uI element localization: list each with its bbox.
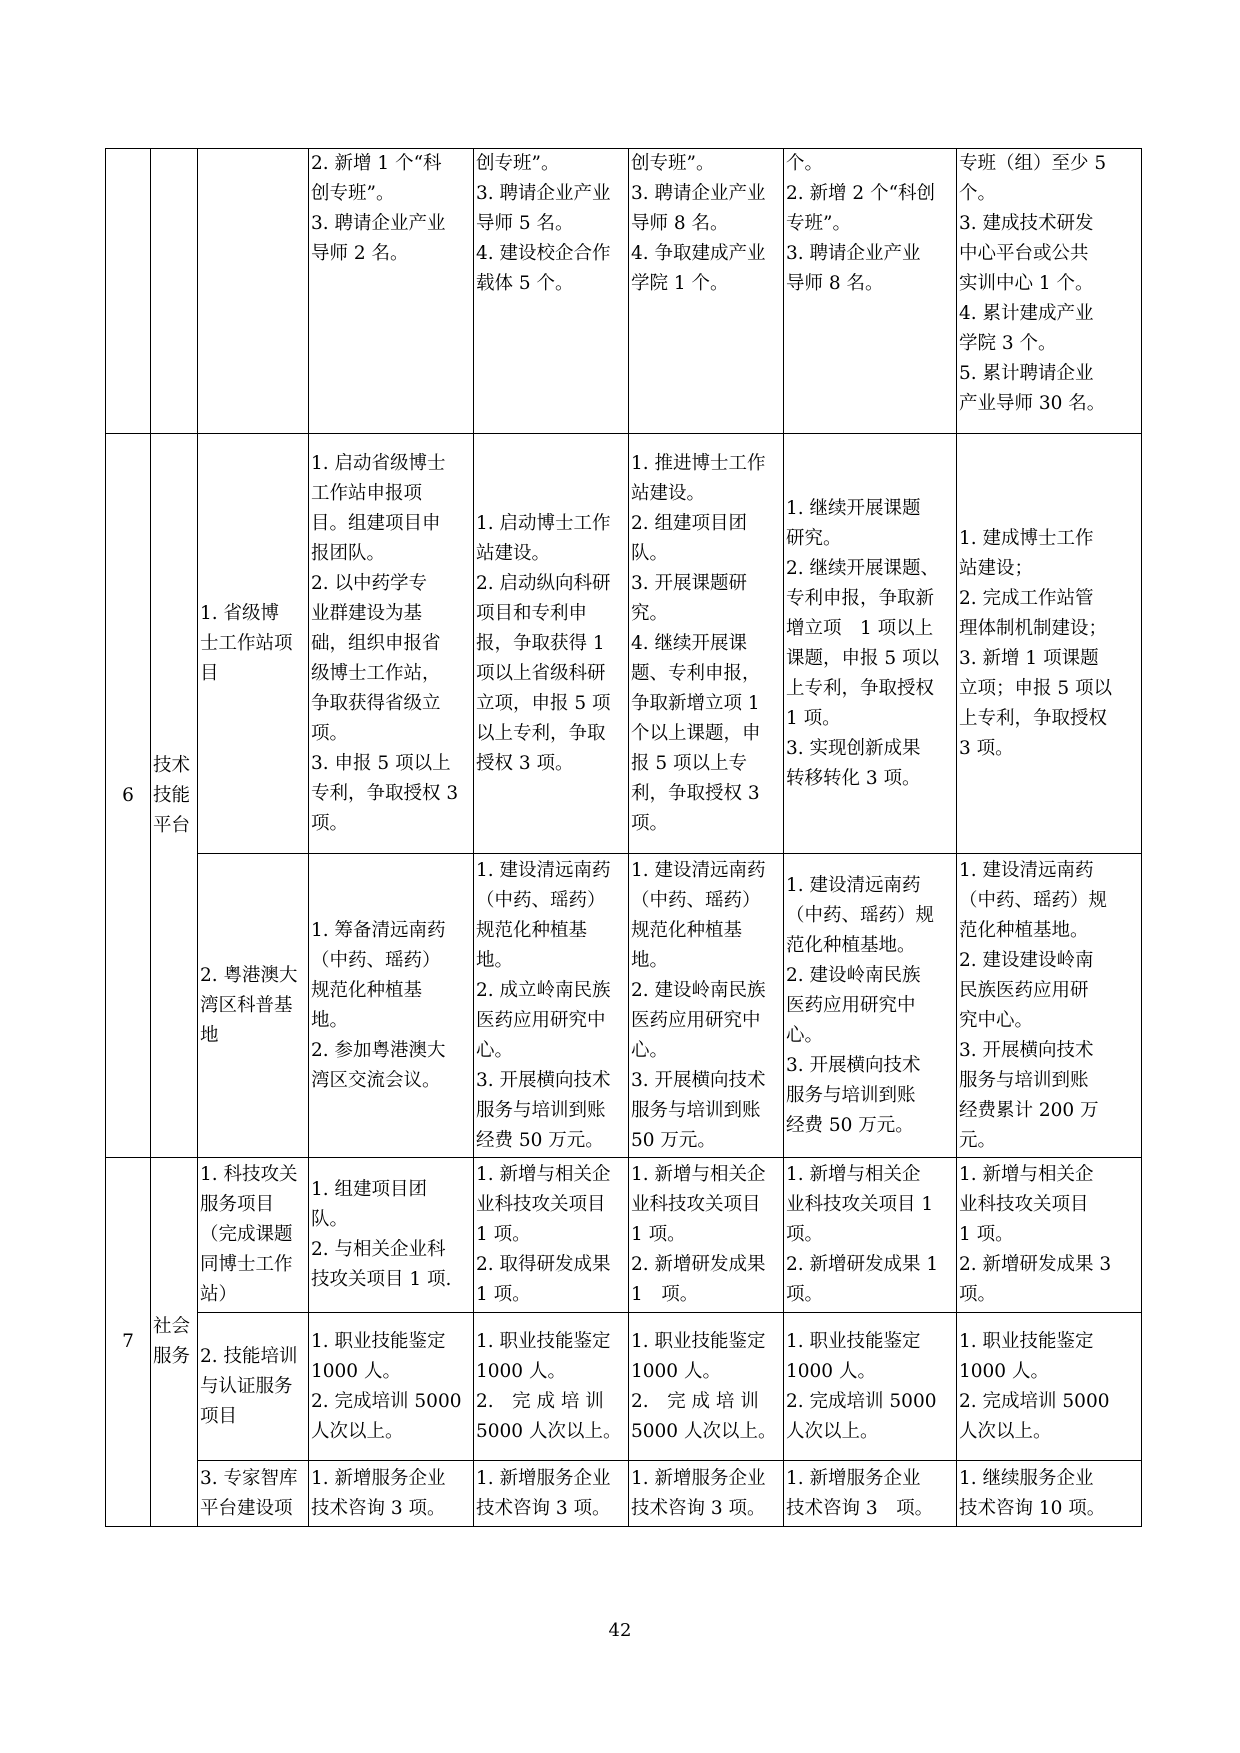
cell-line: 理体制机制建设；	[959, 617, 1108, 639]
table-row	[106, 1158, 1142, 1313]
cell-line: 2. 建设岭南民族	[631, 979, 766, 1001]
cell-line: 1. 职业技能鉴定	[959, 1330, 1094, 1352]
stage-cell	[629, 1313, 784, 1461]
cell-line: 3. 聘请企业产业	[311, 213, 446, 234]
cell-line: 项目	[200, 1405, 238, 1427]
cell-line: 1 项。	[786, 707, 841, 729]
cell-line: 平台	[153, 814, 191, 836]
cell-line: 专利，争取授权 3	[311, 782, 459, 804]
stage-cell	[474, 1313, 629, 1461]
stage-cell	[629, 1461, 784, 1527]
cell-line: 载体 5 个。	[476, 273, 574, 294]
cell-line: 1. 启动省级博士	[311, 452, 446, 474]
stage-cell	[309, 434, 474, 854]
plan-table	[105, 148, 1142, 1527]
stage-cell	[957, 854, 1142, 1158]
cell-line: 1. 新增与相关企	[786, 1164, 921, 1185]
stage-cell	[784, 854, 957, 1158]
stage-cell	[474, 1158, 629, 1313]
cell-line: 3. 实现创新成果	[786, 737, 921, 759]
cell-line: 1. 建设清远南药	[631, 859, 766, 881]
cell-line: 创专班”。	[476, 153, 560, 174]
cell-line: 导师 2 名。	[311, 243, 409, 264]
table-row	[106, 1313, 1142, 1461]
cell-line: （中药、瑶药）规	[786, 904, 935, 926]
cell-line: 项。	[786, 1224, 824, 1245]
cell-line: 经费累计 200 万	[959, 1099, 1099, 1121]
cell-line: 业科技攻关项目	[631, 1194, 761, 1215]
cell-line: 3. 开展横向技术	[476, 1069, 611, 1091]
item-cell	[198, 1461, 309, 1527]
category-cell	[151, 1158, 198, 1527]
cell-line: 人次以上。	[786, 1420, 879, 1442]
cell-line: 个。	[959, 183, 997, 204]
cell-line: 创专班”。	[631, 153, 715, 174]
cell-line: 2. 新增研发成果 1	[786, 1254, 939, 1275]
cell-line: 规范化种植基	[631, 919, 743, 941]
cell-line: 1 项。	[631, 1224, 686, 1245]
cell-line: 转移转化 3 项。	[786, 767, 921, 789]
cell-line: 1000 人。	[311, 1360, 401, 1382]
cell-line: 1. 建设清远南药	[786, 874, 921, 896]
cell-line: 站）	[200, 1284, 238, 1305]
table-row	[106, 434, 1142, 854]
cell-line: 服务与培训到账	[959, 1069, 1089, 1091]
stage-cell	[474, 149, 629, 434]
cell-line: 地。	[476, 949, 514, 971]
cell-line: 上专利，争取授权	[786, 677, 935, 699]
cell-line: 项目和专利申	[476, 602, 588, 624]
cell-line: 1 项。	[476, 1284, 531, 1305]
cell-line: 站建设。	[631, 482, 706, 504]
cell-line: 1. 新增与相关企	[959, 1164, 1094, 1185]
stage-cell	[629, 149, 784, 434]
cell-line: 创专班”。	[311, 183, 395, 204]
stage-cell	[474, 434, 629, 854]
cell-line: 1. 科技攻关	[200, 1164, 298, 1185]
cell-line: 2. 与相关企业科	[311, 1239, 446, 1260]
cell-line: 2. 技能培训	[200, 1345, 298, 1367]
stage-cell	[474, 854, 629, 1158]
cell-line: 4. 建设校企合作	[476, 243, 611, 264]
stage-cell	[957, 1158, 1142, 1313]
cell-line: 导师 5 名。	[476, 213, 574, 234]
cell-line: 2. 继续开展课题、	[786, 557, 940, 579]
stage-cell	[309, 1158, 474, 1313]
cell-line: 授权 3 项。	[476, 752, 574, 774]
cell-line: 医药应用研究中	[631, 1009, 761, 1031]
cell-line: 地。	[311, 1009, 349, 1031]
item-cell	[198, 854, 309, 1158]
cell-line: 业科技攻关项目	[476, 1194, 606, 1215]
cell-line: （中药、瑶药）	[631, 889, 761, 911]
cell-line: 1. 筹备清远南药	[311, 919, 446, 941]
cell-line: 1 项。	[476, 1224, 531, 1245]
cell-line: 技术咨询 3 项。	[631, 1497, 766, 1519]
stage-cell	[474, 1461, 629, 1527]
cell-line: 2. 成立岭南民族	[476, 979, 611, 1001]
cell-line: 技术咨询 3 项。	[786, 1497, 934, 1519]
cell-line: 3 项。	[959, 737, 1014, 759]
cell-line: 3. 聘请企业产业	[631, 183, 766, 204]
cell-line: 5. 累计聘请企业	[959, 363, 1094, 384]
cell-line: 个以上课题，申	[631, 722, 761, 744]
cell-line: 1. 继续开展课题	[786, 497, 921, 519]
cell-line: 以上专利，争取	[476, 722, 606, 744]
cell-line: 1. 新增与相关企	[476, 1164, 611, 1185]
cell-line: 心。	[786, 1024, 824, 1046]
cell-line: 2. 新增研发成果 3	[959, 1254, 1112, 1275]
stage-cell	[309, 854, 474, 1158]
cell-line: 2. 完成培训 5000	[786, 1390, 937, 1412]
cell-line: 1. 建设清远南药	[476, 859, 611, 881]
stage-cell	[957, 434, 1142, 854]
cell-line: 1. 新增服务企业	[311, 1467, 446, 1489]
cell-line: 人次以上。	[311, 1420, 404, 1442]
cell-line: 专班（组）至少 5	[959, 153, 1107, 174]
cell-line: 2. 完成培训 5000	[959, 1390, 1110, 1412]
cell-line: 地。	[631, 949, 669, 971]
cell-line: 3. 开展课题研	[631, 572, 748, 594]
stage-cell	[784, 1313, 957, 1461]
cell-line: 3. 开展横向技术	[631, 1069, 766, 1091]
cell-line: 元。	[959, 1129, 997, 1151]
cell-line: 业群建设为基	[311, 602, 423, 624]
cell-line: 究中心。	[959, 1009, 1034, 1031]
cell-line: 2. 新增 1 个“科	[311, 153, 442, 174]
cell-line: 1. 职业技能鉴定	[311, 1330, 446, 1352]
cell-line: 范化种植基地。	[959, 919, 1089, 941]
cell-line: 4. 继续开展课	[631, 632, 748, 654]
cell-line: 究。	[631, 602, 669, 624]
cell-line: 1. 新增服务企业	[631, 1467, 766, 1489]
cell-line: 2. 粤港澳大	[200, 964, 298, 986]
cell-line: 报 5 项以上专	[631, 752, 748, 774]
cell-line: 范化种植基地。	[786, 934, 916, 956]
stage-cell	[629, 854, 784, 1158]
cell-line: 服务项目	[200, 1194, 275, 1215]
cell-line: 技术咨询 3 项。	[476, 1497, 611, 1519]
cell-line: 上专利，争取授权	[959, 707, 1108, 729]
cell-line: 心。	[476, 1039, 514, 1061]
cell-line: 3. 聘请企业产业	[476, 183, 611, 204]
cell-line: 课题，申报 5 项以	[786, 647, 940, 669]
cell-line: 础，组织申报省	[311, 632, 441, 654]
cell-line: 实训中心 1 个。	[959, 273, 1094, 294]
row-number-cell	[106, 149, 151, 434]
cell-line: 医药应用研究中	[476, 1009, 606, 1031]
cell-line: 1. 继续服务企业	[959, 1467, 1094, 1489]
cell-line: 项。	[631, 812, 669, 834]
cell-line: 技术咨询 3 项。	[311, 1497, 446, 1519]
cell-line: 利，争取授权 3	[631, 782, 760, 804]
cell-line: 1. 职业技能鉴定	[476, 1330, 611, 1352]
cell-line: 湾区交流会议。	[311, 1069, 441, 1091]
cell-line: 3. 新增 1 项课题	[959, 647, 1099, 669]
cell-line: 研究。	[786, 527, 842, 549]
cell-line: 2. 取得研发成果	[476, 1254, 611, 1275]
cell-line: 1000 人。	[959, 1360, 1049, 1382]
cell-line: 导师 8 名。	[631, 213, 729, 234]
table-row	[106, 1461, 1142, 1527]
cell-line: 服务与培训到账	[631, 1099, 761, 1121]
stage-cell	[784, 149, 957, 434]
cell-line: 站建设。	[476, 542, 551, 564]
cell-line: （中药、瑶药）	[476, 889, 606, 911]
item-cell	[198, 1158, 309, 1313]
cell-line: 项。	[311, 722, 349, 744]
table-row	[106, 149, 1142, 434]
stage-cell	[957, 149, 1142, 434]
cell-line: 技能	[153, 784, 191, 806]
stage-cell	[957, 1313, 1142, 1461]
stage-cell	[957, 1461, 1142, 1527]
cell-line: 人次以上。	[959, 1420, 1052, 1442]
cell-line: 业科技攻关项目 1	[786, 1194, 934, 1215]
cell-line: 2. 组建项目团	[631, 512, 748, 534]
cell-line: 经费 50 万元。	[476, 1129, 604, 1151]
cell-line: 2. 完成培训 5000	[311, 1390, 462, 1412]
cell-line: 队。	[311, 1209, 349, 1230]
cell-line: 题、专利申报，	[631, 662, 761, 684]
cell-line: 工作站申报项	[311, 482, 423, 504]
cell-line: 个。	[786, 153, 824, 174]
stage-cell	[784, 1461, 957, 1527]
cell-line: 专班”。	[786, 213, 851, 234]
cell-line: 3. 开展横向技术	[786, 1054, 921, 1076]
cell-line: 导师 8 名。	[786, 273, 884, 294]
cell-line: 3. 专家智库	[200, 1467, 298, 1489]
cell-line: 项。	[786, 1284, 824, 1305]
cell-line: 服务	[153, 1346, 191, 1367]
cell-line: 1 项。	[959, 1224, 1014, 1245]
cell-line: 3. 聘请企业产业	[786, 243, 921, 264]
cell-line: 经费 50 万元。	[786, 1114, 914, 1136]
cell-line: 产业导师 30 名。	[959, 393, 1106, 414]
cell-line: 民族医药应用研	[959, 979, 1089, 1001]
cell-line: 2. 参加粤港澳大	[311, 1039, 446, 1061]
cell-line: 5000 人次以上。	[631, 1420, 777, 1442]
cell-line: 级博士工作站，	[311, 662, 441, 684]
cell-line: 1. 职业技能鉴定	[786, 1330, 921, 1352]
cell-line: 业科技攻关项目	[959, 1194, 1089, 1215]
cell-line: 2. 启动纵向科研	[476, 572, 611, 594]
cell-line: 1. 组建项目团	[311, 1179, 428, 1200]
cell-line: 队。	[631, 542, 669, 564]
cell-line: 规范化种植基	[476, 919, 588, 941]
category-cell	[151, 434, 198, 1158]
cell-line: （完成课题	[200, 1224, 293, 1245]
cell-line: 项。	[959, 1284, 997, 1305]
cell-line: 1. 推进博士工作	[631, 452, 766, 474]
cell-line: 50 万元。	[631, 1129, 716, 1151]
cell-line: 湾区科普基	[200, 994, 293, 1016]
cell-line: 4. 累计建成产业	[959, 303, 1094, 324]
cell-line: 报，争取获得 1	[476, 632, 605, 654]
cell-line: 服务与培训到账	[786, 1084, 916, 1106]
cell-line: 学院 1 个。	[631, 273, 729, 294]
item-cell	[198, 1313, 309, 1461]
cell-line: 目。组建项目申	[311, 512, 441, 534]
cell-line: 与认证服务	[200, 1375, 293, 1397]
cell-line: 专利申报，争取新	[786, 587, 935, 609]
stage-cell	[309, 1461, 474, 1527]
cell-line: 平台建设项	[200, 1497, 293, 1519]
cell-line: 1. 建设清远南药	[959, 859, 1094, 881]
stage-cell	[784, 434, 957, 854]
cell-line: 1. 新增服务企业	[476, 1467, 611, 1489]
cell-line: 3. 开展横向技术	[959, 1039, 1094, 1061]
cell-line: 报团队。	[311, 542, 386, 564]
cell-line: 规范化种植基	[311, 979, 423, 1001]
stage-cell	[629, 1158, 784, 1313]
cell-line: 社会	[153, 1316, 191, 1337]
cell-line: 2. 建设岭南民族	[786, 964, 921, 986]
cell-line: 1. 省级博	[200, 602, 280, 624]
cell-line: 1. 职业技能鉴定	[631, 1330, 766, 1352]
cell-line: （中药、瑶药）规	[959, 889, 1108, 911]
cell-line: 同博士工作	[200, 1254, 293, 1275]
cell-line: 技术	[153, 754, 191, 776]
cell-line: 3. 申报 5 项以上	[311, 752, 451, 774]
cell-line: 医药应用研究中	[786, 994, 916, 1016]
stage-cell	[784, 1158, 957, 1313]
cell-line: 2. 以中药学专	[311, 572, 428, 594]
cell-line: 争取获得省级立	[311, 692, 441, 714]
cell-line: 2. 建设建设岭南	[959, 949, 1094, 971]
cell-line: 4. 争取建成产业	[631, 243, 766, 264]
cell-line: 立项；申报 5 项以	[959, 677, 1113, 699]
cell-line: 1000 人。	[631, 1360, 721, 1382]
cell-line: 技术咨询 10 项。	[959, 1497, 1106, 1519]
row-number-cell: 6	[106, 434, 151, 1158]
cell-line: 1 项。	[631, 1284, 699, 1305]
cell-line: 2. 新增研发成果	[631, 1254, 766, 1275]
page-number: 42	[608, 1620, 632, 1641]
stage-cell	[309, 1313, 474, 1461]
cell-line: 1000 人。	[476, 1360, 566, 1382]
cell-line: 增立项 1 项以上	[786, 617, 934, 639]
cell-line: 争取新增立项 1	[631, 692, 760, 714]
row-number-cell: 7	[106, 1158, 151, 1527]
table-row	[106, 854, 1142, 1158]
cell-line: 士工作站项	[200, 632, 293, 654]
cell-line: 站建设；	[959, 557, 1034, 579]
cell-line: 项。	[311, 812, 349, 834]
cell-line: 学院 3 个。	[959, 333, 1057, 354]
cell-line: 2. 完 成 培 训	[476, 1390, 604, 1412]
cell-line: 服务与培训到账	[476, 1099, 606, 1121]
cell-line: 地	[200, 1024, 219, 1046]
cell-line: 中心平台或公共	[959, 243, 1089, 264]
cell-line: 技攻关项目 1 项.	[311, 1269, 452, 1290]
item-cell	[198, 149, 309, 434]
cell-line: 1. 新增与相关企	[631, 1164, 766, 1185]
cell-line: 1. 建成博士工作	[959, 527, 1094, 549]
cell-line: 项以上省级科研	[476, 662, 606, 684]
cell-line: 立项，申报 5 项	[476, 692, 611, 714]
cell-line: 目	[200, 662, 219, 684]
cell-line: （中药、瑶药）	[311, 949, 441, 971]
stage-cell	[309, 149, 474, 434]
cell-line: 心。	[631, 1039, 669, 1061]
item-cell	[198, 434, 309, 854]
cell-line: 5000 人次以上。	[476, 1420, 622, 1442]
cell-line: 1. 启动博士工作	[476, 512, 611, 534]
cell-line: 1. 新增服务企业	[786, 1467, 921, 1489]
cell-line: 2. 完成工作站管	[959, 587, 1094, 609]
cell-line: 1000 人。	[786, 1360, 876, 1382]
cell-line: 2. 完 成 培 训	[631, 1390, 759, 1412]
cell-line: 2. 新增 2 个“科创	[786, 183, 936, 204]
stage-cell	[629, 434, 784, 854]
category-cell	[151, 149, 198, 434]
cell-line: 3. 建成技术研发	[959, 213, 1094, 234]
